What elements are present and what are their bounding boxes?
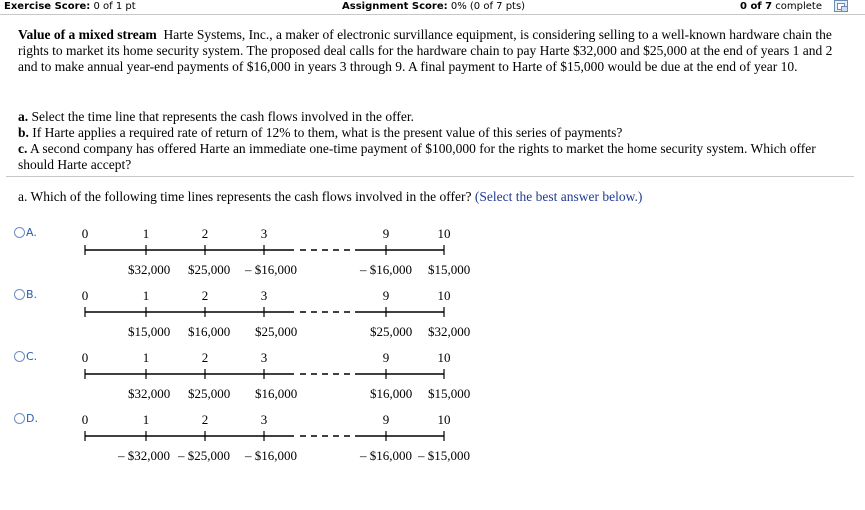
divider — [6, 176, 854, 177]
timeline-year-1-label: 1 — [142, 412, 150, 427]
cash-flow-amount-year-10: $15,000 — [428, 262, 471, 277]
option-b-radio[interactable] — [14, 288, 37, 301]
timeline-year-0-label: 0 — [81, 226, 89, 241]
cash-flow-amount-year-3: $16,000 — [255, 386, 298, 401]
assignment-score: Assignment Score: 0% (0 of 7 pts) — [342, 1, 526, 12]
timeline-year-0-label: 0 — [81, 350, 89, 365]
problem-parts — [18, 109, 848, 173]
timeline-year-3-label: 3 — [260, 350, 268, 365]
problem-title: Value of a mixed stream — [18, 27, 157, 42]
timeline-year-0-label: 0 — [81, 288, 89, 303]
option-letter: A. — [26, 226, 37, 239]
exercise-score: Exercise Score: 0 of 1 pt — [4, 1, 136, 12]
part-a: a. Select the time line that represents the cash flows involved in the offer. — [18, 109, 415, 124]
part-b: b. If Harte applies a required rate of return of 12% to them, what is the present value of this series of payments? — [18, 125, 623, 140]
problem-text: Harte Systems, Inc., a maker of electronic survillance equipment, is considering selling to a well-known hardware chain the rights to market its home security system. The proposed deal calls for the hardware chain to pay Harte $32,000 and $25,000 at the end of years 1 and 2 and to make annual year-end payments of $16,000 in years 3 through 9. A final payment to Harte of $15,000 would be due at the end of year 10. — [18, 27, 833, 74]
window-icon[interactable] — [834, 0, 848, 12]
cash-flow-amount-year-1: – $32,000 — [118, 448, 170, 463]
timeline-year-3-label: 3 — [260, 288, 268, 303]
timeline-axis — [0, 243, 480, 257]
radio-button-icon[interactable] — [14, 351, 25, 362]
timeline-year-1-label: 1 — [142, 288, 150, 303]
cash-flow-amount-year-2: $16,000 — [188, 324, 231, 339]
timeline-axis — [0, 429, 480, 443]
cash-flow-amount-year-9: $16,000 — [370, 386, 413, 401]
score-bar — [0, 0, 865, 14]
cash-flow-amount-year-2: $25,000 — [188, 262, 231, 277]
timeline-year-9-label: 9 — [382, 350, 390, 365]
timeline-year-9-label: 9 — [382, 412, 390, 427]
divider — [0, 14, 865, 15]
cash-flow-amount-year-2: – $25,000 — [178, 448, 230, 463]
question-hint: (Select the best answer below.) — [474, 189, 643, 204]
cash-flow-amount-year-9: $25,000 — [370, 324, 413, 339]
timeline-year-2-label: 2 — [201, 288, 209, 303]
option-letter: C. — [26, 350, 38, 363]
question-prompt: a. Which of the following time lines represents the cash flows involved in the offer? (Select the best answer below.) — [18, 189, 643, 204]
timeline-axis — [0, 367, 480, 381]
timeline-year-2-label: 2 — [201, 350, 209, 365]
option-letter: D. — [26, 412, 38, 425]
timeline-year-9-label: 9 — [382, 226, 390, 241]
cash-flow-amount-year-10: $15,000 — [428, 386, 471, 401]
timeline-year-3-label: 3 — [260, 226, 268, 241]
timeline-year-10-label: 10 — [437, 412, 451, 427]
timeline-year-1-label: 1 — [142, 226, 150, 241]
timeline-axis — [0, 305, 480, 319]
option-a-radio[interactable] — [14, 226, 37, 239]
part-c: c. A second company has offered Harte an immediate one-time payment of $100,000 for the rights to market the home security system. Which offer should Harte accept? — [18, 141, 816, 172]
timeline-year-0-label: 0 — [81, 412, 89, 427]
cash-flow-amount-year-2: $25,000 — [188, 386, 231, 401]
problem-statement — [18, 27, 848, 75]
cash-flow-amount-year-10: $32,000 — [428, 324, 471, 339]
radio-button-icon[interactable] — [14, 227, 25, 238]
cash-flow-amount-year-9: – $16,000 — [360, 262, 412, 277]
option-c-radio[interactable] — [14, 350, 37, 363]
timeline-year-1-label: 1 — [142, 350, 150, 365]
timeline-year-10-label: 10 — [437, 350, 451, 365]
cash-flow-amount-year-1: $32,000 — [128, 386, 171, 401]
timeline-year-2-label: 2 — [201, 412, 209, 427]
cash-flow-amount-year-10: – $15,000 — [418, 448, 470, 463]
cash-flow-amount-year-1: $32,000 — [128, 262, 171, 277]
option-d-radio[interactable] — [14, 412, 38, 425]
cash-flow-amount-year-3: – $16,000 — [245, 262, 297, 277]
cash-flow-amount-year-1: $15,000 — [128, 324, 171, 339]
cash-flow-amount-year-3: $25,000 — [255, 324, 298, 339]
timeline-year-10-label: 10 — [437, 226, 451, 241]
radio-button-icon[interactable] — [14, 289, 25, 300]
timeline-year-2-label: 2 — [201, 226, 209, 241]
timeline-year-3-label: 3 — [260, 412, 268, 427]
timeline-year-9-label: 9 — [382, 288, 390, 303]
completion-status: 0 of 7 complete — [740, 1, 823, 12]
radio-button-icon[interactable] — [14, 413, 25, 424]
timeline-year-10-label: 10 — [437, 288, 451, 303]
cash-flow-amount-year-3: – $16,000 — [245, 448, 297, 463]
cash-flow-amount-year-9: – $16,000 — [360, 448, 412, 463]
option-letter: B. — [26, 288, 38, 301]
